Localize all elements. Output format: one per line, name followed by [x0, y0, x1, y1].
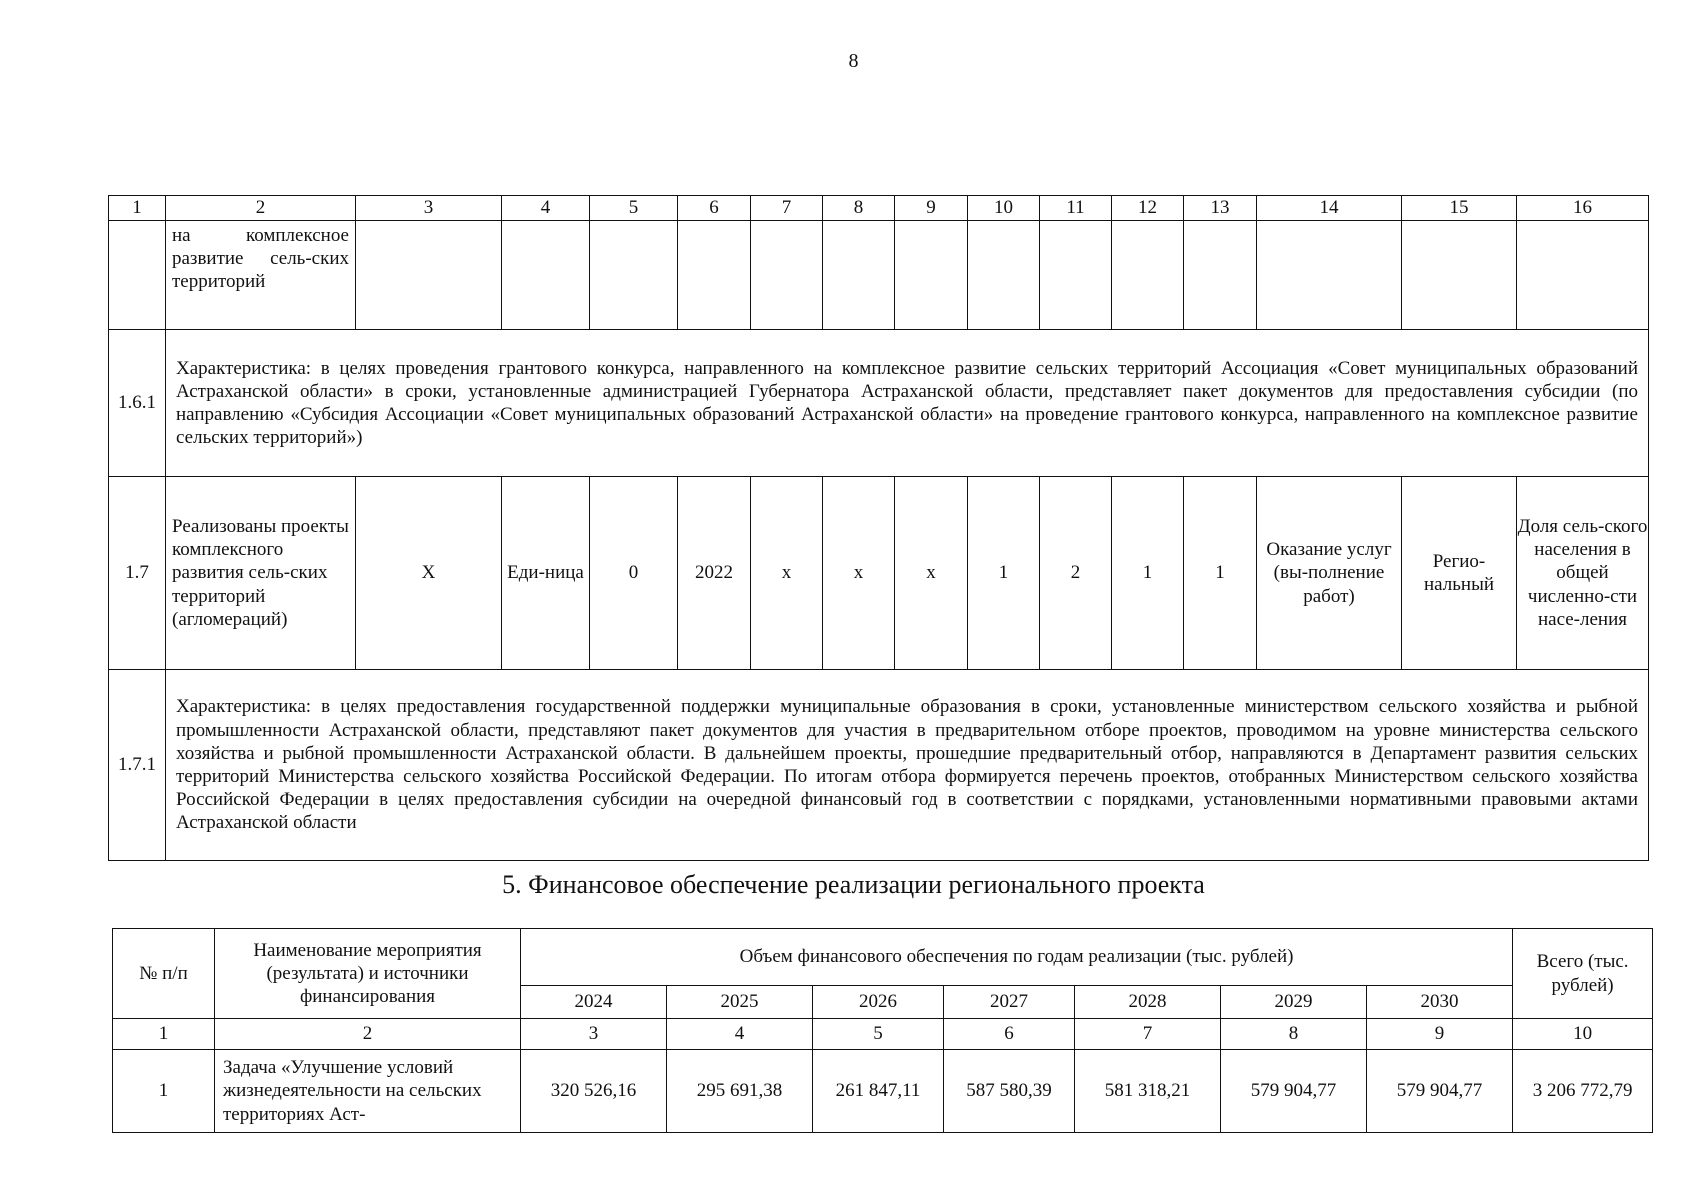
table-cell: на комплексное развитие сель-ских территорий	[166, 221, 356, 330]
header-cell: 15	[1402, 196, 1517, 221]
row-number: 1.7	[109, 477, 166, 670]
table-cell: 1	[1112, 477, 1184, 670]
column-number: 8	[1221, 1019, 1367, 1050]
table-header-row	[109, 196, 1649, 221]
value-cell: 579 904,77	[1367, 1050, 1513, 1133]
column-number: 4	[667, 1019, 813, 1050]
table-cell	[823, 221, 895, 330]
total-cell: 3 206 772,79	[1513, 1050, 1653, 1133]
row-number: 1.7.1	[109, 670, 166, 861]
financing-table	[112, 928, 1653, 1133]
table-cell: Оказание услуг (вы-полнение работ)	[1257, 477, 1402, 670]
table-row	[109, 477, 1649, 670]
table-cell: 1	[968, 477, 1040, 670]
column-number: 2	[215, 1019, 521, 1050]
header-cell: 11	[1040, 196, 1112, 221]
result-name: Реализованы проекты комплексного развития сель-ских территорий (агломераций)	[166, 477, 356, 670]
row-number: 1.6.1	[109, 330, 166, 477]
table-cell	[895, 221, 968, 330]
year-cell: 2029	[1221, 986, 1367, 1019]
header-cell: 5	[590, 196, 678, 221]
column-number: 5	[813, 1019, 944, 1050]
table-row	[109, 221, 1649, 330]
table-cell: 0	[590, 477, 678, 670]
unit-cell: Еди-ница	[502, 477, 590, 670]
column-number: 10	[1513, 1019, 1653, 1050]
table-cell	[678, 221, 751, 330]
header-cell: 9	[895, 196, 968, 221]
header-cell: 13	[1184, 196, 1257, 221]
header-cell: 4	[502, 196, 590, 221]
table-cell: 1	[1184, 477, 1257, 670]
row-number: 1	[113, 1050, 215, 1133]
year-cell: 2027	[944, 986, 1075, 1019]
table-row	[109, 670, 1649, 861]
table-cell	[1112, 221, 1184, 330]
value-cell: 261 847,11	[813, 1050, 944, 1133]
column-number: 3	[521, 1019, 667, 1050]
value-cell: 320 526,16	[521, 1050, 667, 1133]
table-row	[109, 330, 1649, 477]
table-cell	[590, 221, 678, 330]
year-cell: 2028	[1075, 986, 1221, 1019]
table-cell	[1040, 221, 1112, 330]
value-cell: 587 580,39	[944, 1050, 1075, 1133]
table-cell	[1517, 221, 1649, 330]
table-cell: 2022	[678, 477, 751, 670]
table-row	[113, 1019, 1653, 1050]
header-cell: 10	[968, 196, 1040, 221]
column-number: 9	[1367, 1019, 1513, 1050]
table-cell	[356, 221, 502, 330]
table-cell	[1257, 221, 1402, 330]
header-cell: 12	[1112, 196, 1184, 221]
value-cell: 579 904,77	[1221, 1050, 1367, 1133]
table-cell: 2	[1040, 477, 1112, 670]
task-name: Задача «Улучшение условий жизнедеятельности на сельских территориях Аст-	[215, 1050, 521, 1133]
header-cell: 3	[356, 196, 502, 221]
header-cell: 1	[109, 196, 166, 221]
header-cell: Наименование мероприятия (результата) и источники финансирования	[215, 929, 521, 1019]
table-cell	[1402, 221, 1517, 330]
column-number: 1	[113, 1019, 215, 1050]
header-cell: 6	[678, 196, 751, 221]
value-cell: 581 318,21	[1075, 1050, 1221, 1133]
header-cell: 7	[751, 196, 823, 221]
table-cell	[751, 221, 823, 330]
year-cell: 2024	[521, 986, 667, 1019]
table-cell: Х	[356, 477, 502, 670]
year-cell: 2026	[813, 986, 944, 1019]
header-cell: № п/п	[113, 929, 215, 1019]
table-row	[113, 1050, 1653, 1133]
year-cell: 2025	[667, 986, 813, 1019]
table-cell: х	[823, 477, 895, 670]
table-cell	[968, 221, 1040, 330]
characteristic-text: Характеристика: в целях проведения грантового конкурса, направленного на комплексное развитие сельских территорий Ассоциация «Совет муниципальных образований Астраханской области» в сроки, установленные администрацией Губернатора Астраханской области, представляет пакет документов для предоставления субсидии (по направлению «Субсидия Ассоциации «Совет муниципальных образований Астраханской области» на проведение грантового конкурса, направленного на комплексное развитие сельских территорий»)	[166, 330, 1649, 477]
table-cell: Доля сель-ского населения в общей численно-сти насе-ления	[1517, 477, 1649, 670]
table-cell: х	[751, 477, 823, 670]
header-cell: 16	[1517, 196, 1649, 221]
header-cell: 2	[166, 196, 356, 221]
indicators-table	[108, 195, 1649, 861]
header-cell: Всего (тыс. рублей)	[1513, 929, 1653, 1019]
table-cell: х	[895, 477, 968, 670]
year-cell: 2030	[1367, 986, 1513, 1019]
table-cell	[109, 221, 166, 330]
section-title: 5. Финансовое обеспечение реализации регионального проекта	[502, 870, 1205, 899]
header-cell: 14	[1257, 196, 1402, 221]
column-number: 7	[1075, 1019, 1221, 1050]
header-cell: Объем финансового обеспечения по годам реализации (тыс. рублей)	[521, 929, 1513, 986]
header-cell: 8	[823, 196, 895, 221]
characteristic-text: Характеристика: в целях предоставления государственной поддержки муниципальные образования в сроки, установленные министерством сельского хозяйства и рыбной промышленности Астраханской области, представляют пакет документов для участия в предварительном отборе проектов, проводимом на уровне министерства сельского хозяйства и рыбной промышленности Астраханской области. В дальнейшем проекты, прошедшие предварительный отбор, направляются в Департамент развития сельских территорий Министерства сельского хозяйства Российской Федерации. По итогам отбора формируется перечень проектов, отобранных Министерством сельского хозяйства Российской Федерации в целях предоставления субсидии на очередной финансовый год в соответствии с порядками, установленными нормативными правовыми актами Астраханской области	[166, 670, 1649, 861]
table-cell	[1184, 221, 1257, 330]
table-cell	[502, 221, 590, 330]
page-number: 8	[848, 50, 859, 72]
column-number: 6	[944, 1019, 1075, 1050]
value-cell: 295 691,38	[667, 1050, 813, 1133]
table-header-row	[113, 929, 1653, 986]
table-cell: Регио-нальный	[1402, 477, 1517, 670]
